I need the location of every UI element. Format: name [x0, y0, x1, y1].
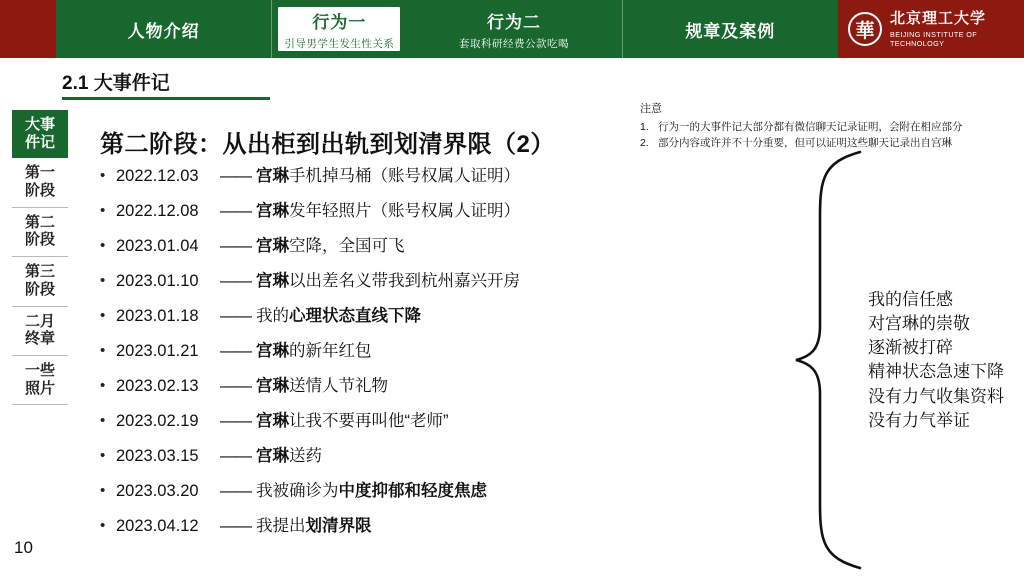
summary-line: 逐渐被打碎 [868, 338, 953, 358]
nav-tab-title: 人物介绍 [127, 21, 200, 41]
event-text: 宫琳送情人节礼物 [256, 377, 388, 395]
note-text: 部分内容或许并不十分重要，但可以证明这些聊天记录出自宫琳 [658, 137, 952, 150]
event-dash: —— [220, 517, 251, 535]
summary-line: 我的信任感 [868, 290, 953, 309]
event-date: 2023.01.18 [116, 307, 199, 325]
nav-tab-behavior-one[interactable] [275, 4, 403, 54]
event-date: 2023.03.20 [116, 482, 199, 500]
page-number: 10 [14, 538, 33, 557]
event-text: 宫琳的新年红包 [256, 342, 372, 360]
nav-left-accent [0, 0, 56, 58]
event-date: 2023.01.04 [116, 237, 199, 255]
note-line [640, 119, 1016, 135]
list-item [100, 483, 630, 518]
note-text: 行为一的大事件记大部分都有微信聊天记录证明，会附在相应部分 [658, 121, 963, 133]
list-item [100, 308, 630, 343]
event-date: 2023.02.13 [116, 377, 199, 395]
heading-underline [62, 97, 270, 100]
bullet-icon: • [100, 482, 106, 499]
event-dash: —— [220, 342, 251, 360]
bullet-icon: • [100, 237, 106, 254]
event-text: 宫琳让我不要再叫他“老师” [256, 412, 449, 430]
nav-tab-rules-cases[interactable] [623, 0, 838, 58]
nav-tab-title: 规章及案例 [685, 21, 776, 41]
summary-text [868, 288, 1004, 433]
summary-line: 没有力气收集资料 [868, 386, 1004, 406]
bullet-icon: • [100, 447, 106, 464]
rail-item-stage-1[interactable]: 第一 阶段 [12, 158, 68, 207]
bullet-icon: • [100, 342, 106, 359]
event-text: 宫琳送药 [256, 447, 322, 465]
event-text: 我被确诊为中度抑郁和轻度焦虑 [256, 482, 487, 500]
bullet-icon: • [100, 412, 106, 429]
event-date: 2022.12.08 [116, 202, 199, 220]
nav-tab-title: 行为一 [312, 12, 367, 32]
rail-item-stage-3[interactable]: 第三 阶段 [12, 257, 68, 306]
event-text: 宫琳发年轻照片（账号权属人证明） [256, 202, 520, 220]
summary-line: 精神状态急速下降 [868, 362, 1004, 382]
event-dash: —— [220, 412, 251, 430]
bullet-icon: • [100, 377, 106, 394]
summary-line: 对宫琳的崇敬 [868, 314, 970, 334]
bullet-icon: • [100, 517, 106, 534]
event-text: 宫琳手机掉马桶（账号权属人证明） [256, 167, 520, 185]
event-dash: —— [220, 237, 251, 255]
event-text: 我的心理状态直线下降 [256, 307, 421, 325]
bullet-icon: • [100, 272, 106, 289]
note-list [640, 119, 1016, 152]
bullet-icon: • [100, 167, 106, 184]
university-logo [838, 0, 1024, 58]
event-dash: —— [220, 202, 251, 220]
university-emblem-icon: 華 [848, 12, 882, 46]
event-date: 2023.02.19 [116, 412, 199, 430]
university-name-en: BEIJING INSTITUTE OF TECHNOLOGY [890, 30, 978, 49]
event-date: 2022.12.03 [116, 167, 199, 185]
nav-tab-subtitle: 引导男学生发生性关系 [284, 37, 395, 50]
note-index: 2. [640, 137, 649, 150]
university-name-cn: 北京理工大学 [890, 9, 987, 27]
event-dash: —— [220, 447, 251, 465]
rail-item-february-finale[interactable]: 二月 终章 [12, 307, 68, 356]
event-dash: —— [220, 272, 251, 290]
event-date: 2023.04.12 [116, 517, 199, 535]
list-item [100, 238, 630, 273]
summary-line: 没有力气举证 [868, 410, 970, 430]
event-date: 2023.03.15 [116, 447, 199, 465]
top-navigation-bar [0, 0, 1024, 58]
rail-item-photos[interactable]: 一些 照片 [12, 356, 68, 405]
note-block [640, 100, 1016, 152]
list-item [100, 378, 630, 413]
list-item [100, 273, 630, 308]
note-title: 注意 [640, 103, 662, 115]
note-index: 1. [640, 121, 649, 133]
nav-items-container [56, 0, 838, 58]
event-dash: —— [220, 167, 251, 185]
nav-tab-behavior-two[interactable] [406, 0, 622, 58]
list-item [100, 203, 630, 238]
slide-title: 第二阶段：从出柜到出轨到划清界限（2） [100, 131, 555, 158]
rail-item-events[interactable]: 大事 件记 [12, 110, 68, 158]
list-item [100, 518, 630, 553]
bullet-icon: • [100, 202, 106, 219]
list-item [100, 343, 630, 378]
curly-brace-icon [790, 150, 870, 575]
event-date: 2023.01.10 [116, 272, 199, 290]
nav-tab-title: 行为二 [486, 12, 541, 32]
event-dash: —— [220, 377, 251, 395]
list-item [100, 448, 630, 483]
event-dash: —— [220, 307, 251, 325]
section-rail [12, 110, 68, 405]
list-item [100, 168, 630, 203]
event-date: 2023.01.21 [116, 342, 199, 360]
university-logo-text [890, 10, 1024, 49]
event-text: 我提出划清界限 [256, 517, 372, 535]
event-text: 宫琳以出差名义带我到杭州嘉兴开房 [256, 272, 520, 290]
event-text: 宫琳空降，全国可飞 [256, 237, 405, 255]
event-list [100, 168, 630, 553]
bullet-icon: • [100, 307, 106, 324]
section-heading: 2.1 大事件记 [62, 73, 170, 94]
nav-tab-subtitle: 套取科研经费公款吃喝 [458, 37, 569, 50]
list-item [100, 413, 630, 448]
rail-item-stage-2[interactable]: 第二 阶段 [12, 208, 68, 257]
event-dash: —— [220, 482, 251, 500]
nav-tab-person-intro[interactable] [56, 0, 272, 58]
